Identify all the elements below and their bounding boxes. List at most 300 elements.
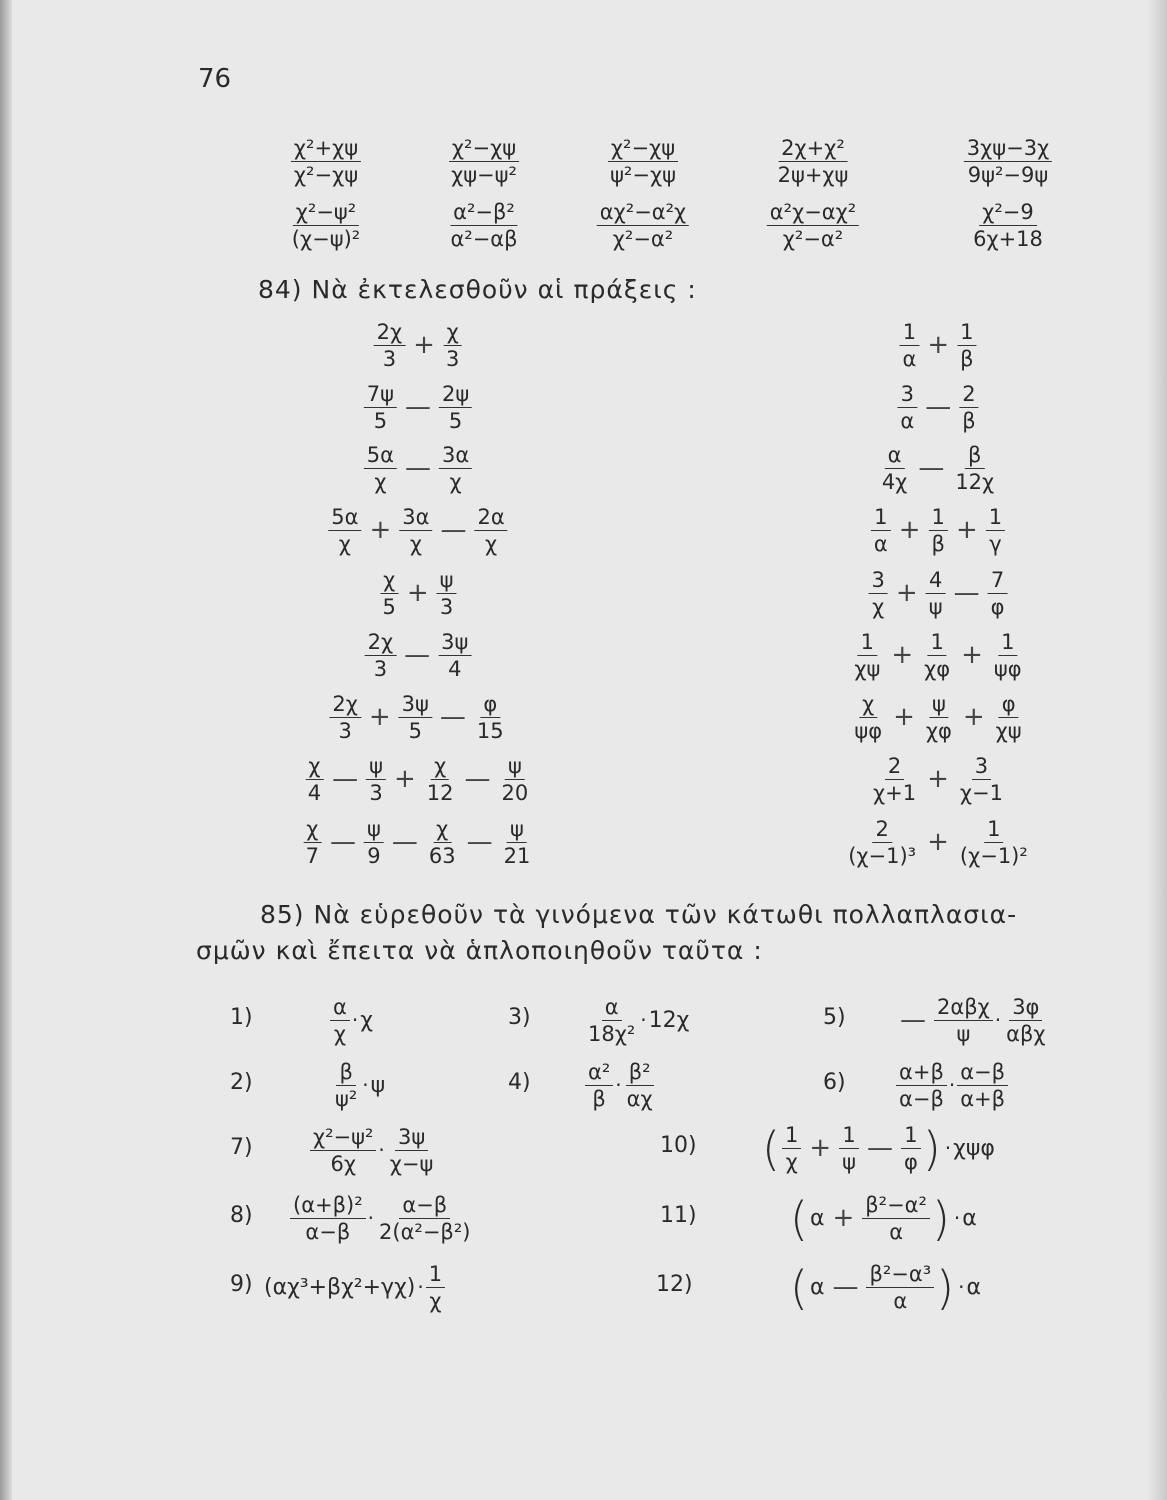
denominator: χ−1 xyxy=(959,781,1003,806)
denominator: β xyxy=(592,1087,606,1112)
numerator: χ xyxy=(380,568,398,594)
denominator: 5 xyxy=(373,409,388,434)
numerator: χ²−χψ xyxy=(608,136,678,162)
denominator: 2(α²−β²) xyxy=(379,1220,471,1245)
fraction xyxy=(923,692,955,743)
denominator: 3 xyxy=(445,347,460,372)
expression xyxy=(851,630,1024,681)
denominator: χ xyxy=(409,532,422,557)
denominator: χψ xyxy=(854,657,881,682)
parenthesis: ) xyxy=(931,1191,950,1246)
numerator: 1 xyxy=(900,320,919,346)
numerator: 3α xyxy=(399,505,432,531)
numerator: χ²−ψ² xyxy=(310,1125,376,1151)
numerator: 3 xyxy=(972,754,991,780)
fraction xyxy=(866,1262,934,1313)
fraction xyxy=(986,505,1005,556)
denominator: α−β xyxy=(899,1087,944,1112)
fraction xyxy=(439,382,472,433)
multiply-dot: · xyxy=(948,1073,956,1098)
denominator: ψφ xyxy=(854,719,883,744)
numerator: 1 xyxy=(426,1262,445,1288)
denominator: ψ² xyxy=(335,1087,358,1112)
denominator: ψ xyxy=(956,1022,971,1047)
numerator: 2α xyxy=(475,505,508,531)
expression xyxy=(379,568,456,619)
page-number: 76 xyxy=(198,64,232,94)
fraction xyxy=(959,382,978,433)
expression xyxy=(328,505,507,556)
term: (αχ³+βχ²+γχ) xyxy=(264,1274,416,1300)
numerator: α²−β² xyxy=(450,200,518,226)
numerator: 2αβχ xyxy=(934,995,993,1021)
denominator: 4 xyxy=(448,657,462,682)
denominator: α xyxy=(873,532,888,557)
operator: + xyxy=(406,577,429,608)
fraction xyxy=(839,1123,859,1174)
expression xyxy=(869,568,1008,619)
numerator: 3α xyxy=(439,443,472,469)
operator: — xyxy=(900,1004,926,1035)
denominator: φ xyxy=(990,595,1005,620)
numerator: ψ xyxy=(364,817,384,843)
numerator: φ xyxy=(480,692,500,718)
numerator: χ xyxy=(433,817,451,843)
numerator: 3 xyxy=(898,382,917,408)
operator: — xyxy=(918,452,945,483)
operator: + xyxy=(927,329,950,360)
numerator: α−β xyxy=(399,1193,450,1219)
denominator: 5 xyxy=(408,719,422,744)
operator: + xyxy=(898,514,921,545)
fraction xyxy=(597,200,689,251)
denominator: 3 xyxy=(338,719,352,744)
denominator: χφ xyxy=(925,719,952,744)
fraction xyxy=(374,320,406,371)
term: 12χ xyxy=(648,1007,690,1033)
operator: + xyxy=(413,329,435,360)
multiply-dot: · xyxy=(378,1138,385,1163)
expression xyxy=(845,817,1031,868)
operator: + xyxy=(809,1132,832,1163)
denominator: χ xyxy=(338,532,351,557)
numerator: 1 xyxy=(901,1123,920,1149)
fraction xyxy=(901,1123,921,1174)
exercise-label: 12) xyxy=(656,1272,693,1297)
denominator: α xyxy=(893,1289,908,1314)
exercise-label: 7) xyxy=(230,1135,253,1160)
denominator: ψ xyxy=(928,595,943,620)
fraction xyxy=(303,817,322,868)
denominator: α²−αβ xyxy=(450,227,518,252)
numerator: 7ψ xyxy=(364,382,397,408)
multiply-dot: · xyxy=(640,1008,647,1033)
expression xyxy=(585,1060,656,1111)
denominator: χφ xyxy=(924,657,951,682)
denominator: 21 xyxy=(503,844,531,869)
fraction xyxy=(475,505,508,556)
operator: + xyxy=(955,514,978,545)
numerator: β xyxy=(336,1060,355,1086)
exercise-label: 10) xyxy=(660,1133,697,1158)
fraction xyxy=(607,136,679,187)
denominator: 6χ+18 xyxy=(973,227,1043,252)
fraction xyxy=(501,817,534,868)
numerator: 1 xyxy=(998,630,1017,656)
multiply-dot: · xyxy=(994,1008,1002,1033)
numerator: 2 xyxy=(872,817,891,843)
numerator: α²χ−αχ² xyxy=(767,200,859,226)
numerator: χ xyxy=(444,320,462,346)
fraction xyxy=(1003,995,1048,1046)
numerator: 2 xyxy=(885,754,904,780)
multiply-dot: · xyxy=(953,1206,961,1231)
fraction xyxy=(957,320,976,371)
numerator: χ xyxy=(859,692,877,718)
term: α xyxy=(809,1205,825,1231)
operator: + xyxy=(961,639,983,670)
fraction xyxy=(624,1060,656,1111)
fraction xyxy=(499,754,532,805)
fraction xyxy=(438,630,471,681)
fraction xyxy=(426,817,459,868)
numerator: χ²+χψ xyxy=(291,136,361,162)
numerator: 1 xyxy=(957,320,976,346)
fraction xyxy=(862,1193,930,1244)
fraction xyxy=(870,754,919,805)
fraction xyxy=(952,443,997,494)
fraction xyxy=(871,505,891,556)
numerator: β²−α³ xyxy=(866,1262,934,1288)
numerator: α−β xyxy=(957,1060,1008,1086)
fraction xyxy=(330,995,350,1046)
numerator: α² xyxy=(585,1060,613,1086)
numerator: 7 xyxy=(988,568,1007,594)
numerator: ψ xyxy=(505,754,525,780)
fraction xyxy=(364,817,384,868)
denominator: χ+1 xyxy=(873,781,917,806)
denominator: ψ²−χψ xyxy=(610,163,676,188)
operator: — xyxy=(466,826,493,857)
numerator: χ xyxy=(303,817,321,843)
numerator: 2 xyxy=(959,382,978,408)
denominator: χ²−α² xyxy=(782,227,844,252)
denominator: 9ψ²−9ψ xyxy=(967,163,1049,188)
term: ψ xyxy=(370,1072,386,1098)
denominator: χ xyxy=(872,595,885,620)
fraction xyxy=(474,692,507,743)
numerator: 3ψ xyxy=(438,630,471,656)
expression xyxy=(303,817,534,868)
expression xyxy=(332,1060,385,1111)
expression xyxy=(365,630,472,681)
fraction xyxy=(926,568,946,619)
fraction xyxy=(993,692,1025,743)
numerator: 3φ xyxy=(1009,995,1042,1021)
term: α xyxy=(966,1274,981,1300)
multiply-dot: · xyxy=(958,1275,965,1300)
fraction xyxy=(387,1125,437,1176)
denominator: α xyxy=(902,347,917,372)
denominator: 15 xyxy=(476,719,504,744)
denominator: χ−ψ xyxy=(389,1152,434,1177)
multiply-dot: · xyxy=(615,1073,622,1098)
term: χ xyxy=(360,1007,373,1033)
denominator: ψ xyxy=(842,1150,856,1175)
fraction xyxy=(332,1060,360,1111)
term: α xyxy=(962,1205,977,1231)
numerator: β xyxy=(965,443,984,469)
fraction xyxy=(964,136,1052,187)
numerator: 4 xyxy=(926,568,945,594)
operator: — xyxy=(953,577,980,608)
denominator: χ xyxy=(429,1289,442,1314)
expression xyxy=(788,1262,981,1313)
fraction xyxy=(399,692,432,743)
expression xyxy=(329,692,506,743)
denominator: χ xyxy=(333,1022,346,1047)
denominator: αχ xyxy=(626,1087,653,1112)
fraction xyxy=(845,817,919,868)
expression xyxy=(364,443,472,494)
denominator: 7 xyxy=(305,844,320,869)
fraction xyxy=(767,200,859,251)
numerator: 3χψ−3χ xyxy=(964,136,1052,162)
fraction xyxy=(443,320,462,371)
numerator: α+β xyxy=(896,1060,947,1086)
numerator: 2χ+χ² xyxy=(778,136,848,162)
fraction xyxy=(970,200,1046,251)
numerator: ψ xyxy=(437,568,457,594)
numerator: 1 xyxy=(782,1123,801,1149)
parenthesis: ) xyxy=(936,1260,955,1315)
fraction xyxy=(775,136,852,187)
fraction xyxy=(448,136,520,187)
operator: — xyxy=(439,701,466,732)
numerator: α xyxy=(602,995,622,1021)
term: α xyxy=(809,1274,825,1300)
denominator: γ xyxy=(989,532,1002,557)
fraction xyxy=(305,754,324,805)
denominator: 6χ xyxy=(330,1152,356,1177)
fraction xyxy=(379,568,398,619)
numerator: 1 xyxy=(927,630,946,656)
denominator: (χ−ψ)² xyxy=(291,227,361,252)
expression xyxy=(892,995,1048,1046)
numerator: χ xyxy=(305,754,323,780)
numerator: α xyxy=(330,995,350,1021)
multiply-dot: · xyxy=(367,1206,375,1231)
numerator: χ²−ψ² xyxy=(293,200,359,226)
fraction xyxy=(426,1262,445,1313)
multiply-dot: · xyxy=(362,1073,369,1098)
numerator: 1 xyxy=(839,1123,858,1149)
numerator: αχ²−α²χ xyxy=(597,200,689,226)
denominator: α−β xyxy=(305,1220,351,1245)
page-edge-shadow xyxy=(1147,0,1167,1500)
denominator: 5 xyxy=(448,409,463,434)
fraction xyxy=(366,754,386,805)
expression xyxy=(879,443,997,494)
numerator: 2χ xyxy=(374,320,406,346)
operator: — xyxy=(330,826,357,857)
fraction xyxy=(364,443,397,494)
fraction xyxy=(782,1123,801,1174)
parenthesis: ( xyxy=(790,1191,808,1246)
denominator: χ²−α² xyxy=(612,227,674,252)
fraction xyxy=(988,568,1008,619)
denominator: 3 xyxy=(373,657,388,682)
fraction xyxy=(851,630,883,681)
operator: + xyxy=(368,701,391,732)
expression xyxy=(585,995,689,1046)
operator: — xyxy=(925,391,952,422)
denominator: χ xyxy=(785,1150,798,1175)
expression xyxy=(364,382,472,433)
term: χψφ xyxy=(953,1135,995,1161)
fraction xyxy=(897,382,917,433)
denominator: ψφ xyxy=(993,657,1022,682)
operator: + xyxy=(893,701,915,732)
expression xyxy=(310,1125,436,1176)
denominator: β xyxy=(960,347,974,372)
denominator: (χ−1)³ xyxy=(848,844,917,869)
operator: — xyxy=(866,1132,893,1163)
parenthesis: ( xyxy=(790,1260,808,1315)
fraction xyxy=(291,136,361,187)
exercise-label: 6) xyxy=(823,1070,846,1095)
operator: + xyxy=(895,577,918,608)
numerator: 3ψ xyxy=(399,692,432,718)
operator: — xyxy=(404,639,431,670)
numerator: 1 xyxy=(929,505,948,531)
operator: — xyxy=(391,826,418,857)
denominator: χ xyxy=(485,532,498,557)
expression xyxy=(851,692,1024,743)
operator: — xyxy=(464,763,491,794)
denominator: 5 xyxy=(382,595,396,620)
numerator: 3 xyxy=(869,568,888,594)
fraction xyxy=(934,995,993,1046)
multiply-dot: · xyxy=(417,1275,424,1300)
operator: — xyxy=(332,763,359,794)
numerator: χ²−9 xyxy=(979,200,1037,226)
exercise-label: 11) xyxy=(660,1203,697,1228)
fraction xyxy=(439,443,472,494)
denominator: 12χ xyxy=(955,470,995,495)
fraction xyxy=(376,1193,473,1244)
denominator: 63 xyxy=(428,844,456,869)
denominator: χ xyxy=(374,470,387,495)
fraction xyxy=(447,200,520,251)
denominator: 4 xyxy=(307,781,322,806)
numerator: 2χ xyxy=(329,692,361,718)
expression xyxy=(897,382,978,433)
multiply-dot: · xyxy=(351,1008,359,1033)
numerator: β²−α² xyxy=(862,1193,930,1219)
numerator: ψ xyxy=(929,692,949,718)
numerator: β² xyxy=(626,1060,654,1086)
multiply-dot: · xyxy=(944,1136,952,1161)
fraction xyxy=(437,568,457,619)
exercise-label: 5) xyxy=(823,1005,846,1030)
denominator: α xyxy=(900,409,915,434)
fraction xyxy=(851,692,885,743)
fraction xyxy=(896,1060,947,1111)
numerator: 5α xyxy=(364,443,397,469)
fraction xyxy=(957,1060,1008,1111)
denominator: 3 xyxy=(369,781,383,806)
fraction xyxy=(310,1125,376,1176)
fraction xyxy=(399,505,432,556)
numerator: 1 xyxy=(871,505,890,531)
numerator: 1 xyxy=(984,817,1003,843)
denominator: α xyxy=(889,1220,904,1245)
fraction xyxy=(869,568,888,619)
fraction xyxy=(424,754,457,805)
numerator: φ xyxy=(999,692,1019,718)
numerator: 1 xyxy=(858,630,877,656)
fraction xyxy=(957,817,1031,868)
section-85-title-line1: 85) Νὰ εὑρεθοῦν τὰ γινόμενα τῶν κάτωθι πολλαπλασια- xyxy=(260,900,1018,929)
expression xyxy=(330,995,373,1046)
exercise-label: 9) xyxy=(230,1272,253,1297)
numerator: 2ψ xyxy=(439,382,472,408)
operator: + xyxy=(891,639,914,670)
expression xyxy=(870,754,1006,805)
numerator: ψ xyxy=(366,754,386,780)
numerator: α xyxy=(885,443,905,469)
denominator: χ²−χψ xyxy=(293,163,359,188)
fraction xyxy=(957,754,1006,805)
numerator: 2χ xyxy=(365,630,397,656)
denominator: φ xyxy=(903,1150,918,1175)
operator: — xyxy=(405,391,431,422)
fraction xyxy=(329,692,361,743)
expression xyxy=(264,1262,445,1313)
page-binding-shadow xyxy=(0,0,12,1500)
fraction xyxy=(929,505,948,556)
operator: + xyxy=(369,514,392,545)
denominator: 2ψ+χψ xyxy=(777,163,849,188)
expression xyxy=(899,320,976,371)
parenthesis: ) xyxy=(922,1121,941,1176)
denominator: 3 xyxy=(439,595,454,620)
parenthesis: ( xyxy=(762,1121,780,1176)
numerator: χ xyxy=(431,754,449,780)
expression xyxy=(290,1193,473,1244)
exercise-label: 4) xyxy=(508,1070,531,1095)
denominator: β xyxy=(931,532,945,557)
denominator: β xyxy=(962,409,976,434)
denominator: αβχ xyxy=(1006,1022,1046,1047)
denominator: χψ xyxy=(995,719,1022,744)
expression xyxy=(788,1193,977,1244)
expression xyxy=(760,1123,995,1174)
numerator: ψ xyxy=(507,817,527,843)
numerator: 3ψ xyxy=(395,1125,428,1151)
fraction xyxy=(991,630,1025,681)
denominator: 12 xyxy=(426,781,454,806)
expression xyxy=(374,320,463,371)
denominator: 3 xyxy=(382,347,397,372)
fraction xyxy=(899,320,919,371)
operator: + xyxy=(927,763,949,794)
fraction xyxy=(328,505,361,556)
operator: + xyxy=(832,1202,855,1233)
fraction xyxy=(364,382,397,433)
fraction xyxy=(879,443,911,494)
